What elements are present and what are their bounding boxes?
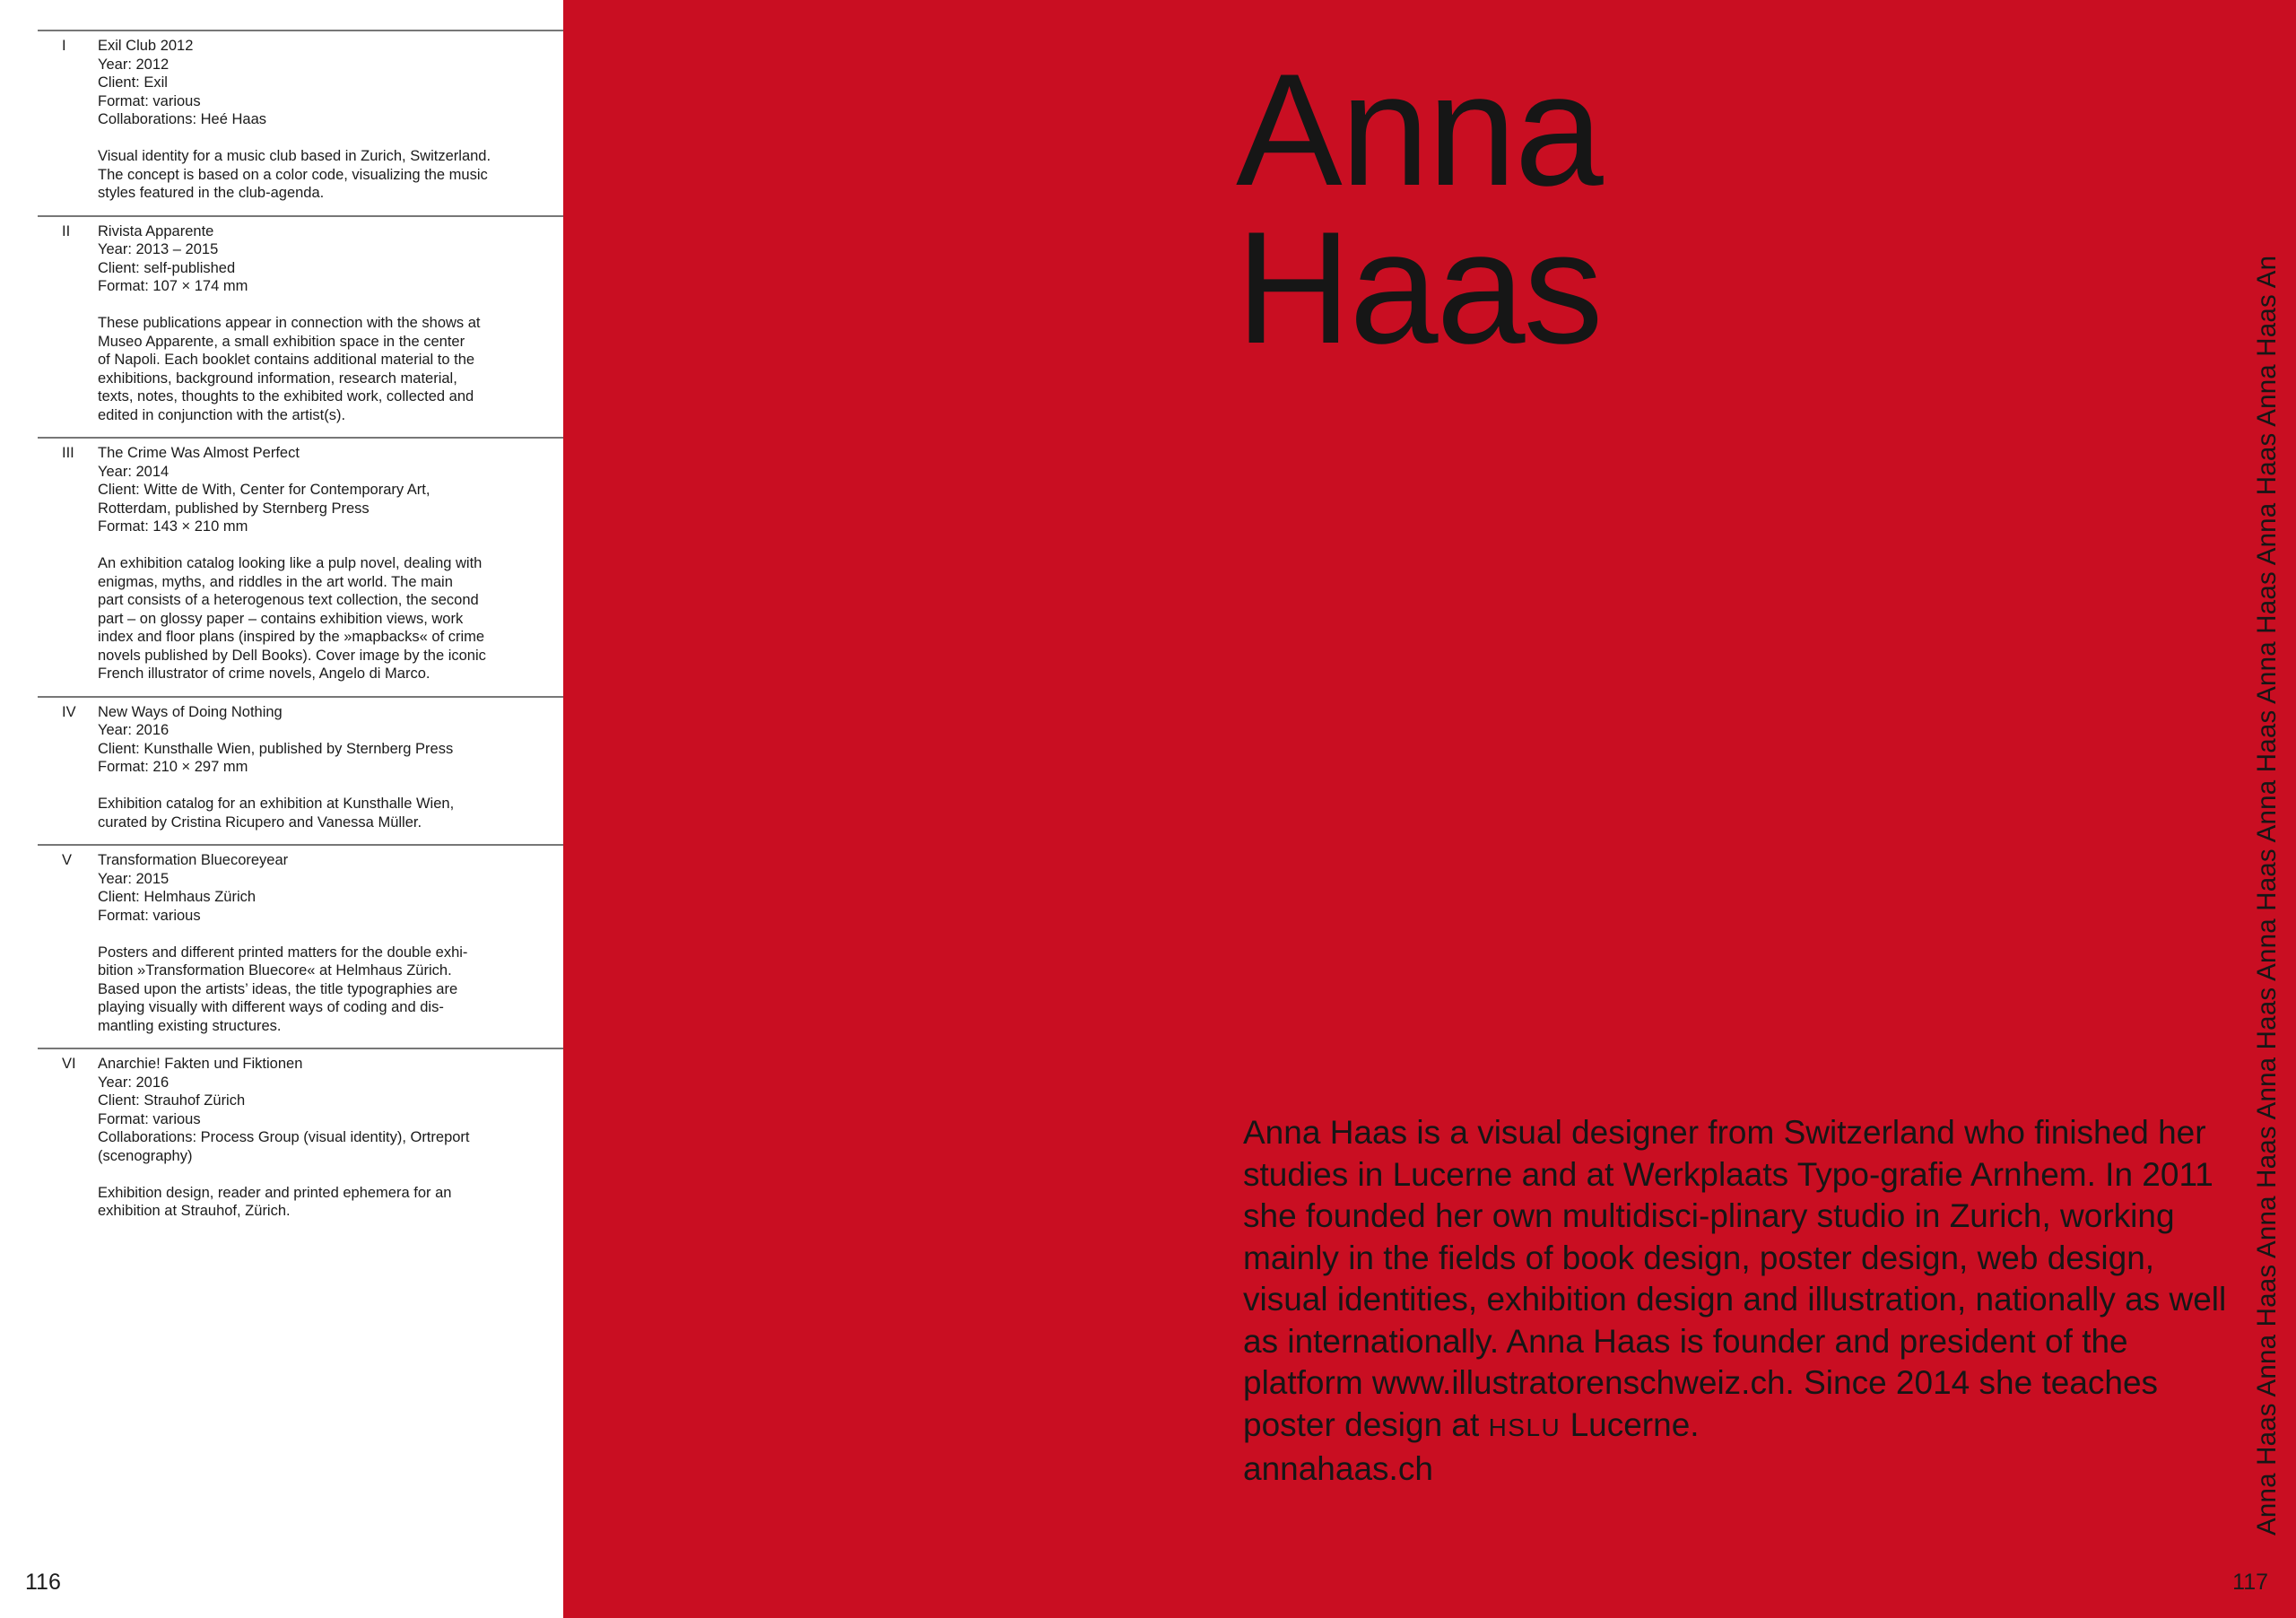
entry-numeral: VI	[62, 1056, 76, 1072]
page-number-right: 117	[2232, 1570, 2268, 1595]
left-page	[0, 0, 563, 1618]
project-entry-4	[38, 696, 563, 845]
entry-description: Visual identity for a music club based in Zurich, Switzerland. The concept is based on a color code, visualizing the music styles featured in the club-agenda.	[98, 148, 491, 201]
entry-details: Rivista Apparente Year: 2013 – 2015 Client: self-published Format: 107 × 174 mm	[98, 222, 248, 294]
vertical-name-band	[2248, 0, 2287, 1535]
entry-details: Exil Club 2012 Year: 2012 Client: Exil Format: various Collaborations: Heé Haas	[98, 38, 267, 127]
bio-text: Anna Haas is a visual designer from Switzerland who finished her studies in Lucerne and at Werkplaats Typo-grafie Arnhem. In 2011 she founded her own multidisci-plinary studio in Zurich, working mainly in the fields of book design, poster design, web design, visual identities, exhibition design and illustration, nationally as well as internationally. Anna Haas is founder and president of the platform www.illustratorenschweiz.ch. Since 2014 she teaches poster design at	[1243, 1114, 2227, 1443]
entry-details: New Ways of Doing Nothing Year: 2016 Client: Kunsthalle Wien, published by Sternberg Press Format: 210 × 297 mm	[98, 703, 454, 775]
project-entry-2	[38, 215, 563, 438]
vertical-name-text: Anna Haas Anna Haas Anna Haas Anna Haas Anna Haas Anna Haas Anna Haas Anna Haas Anna Haas An	[2252, 255, 2282, 1535]
entry-description: Posters and different printed matters for the double exhi- bition »Transformation Bluecore« at Helmhaus Zürich. Based upon the artists’ ideas, the title typographies are playing visually with different ways of coding and dis- mantling existing structures.	[98, 944, 468, 1034]
title-line-first: Anna	[1236, 40, 1602, 219]
project-entry-1	[38, 30, 563, 215]
title-line-last: Haas	[1236, 198, 1602, 377]
project-entry-5	[38, 844, 563, 1048]
entry-details: Transformation Bluecoreyear Year: 2015 Client: Helmhaus Zürich Format: various	[98, 852, 289, 924]
entry-numeral: IV	[62, 703, 76, 720]
project-list	[38, 30, 563, 1233]
bio-website: annahaas.ch	[1243, 1450, 1433, 1487]
bio-school-abbr: HSLU	[1488, 1413, 1561, 1441]
entry-numeral: II	[62, 222, 71, 239]
entry-details: The Crime Was Almost Perfect Year: 2014 Client: Witte de With, Center for Contemporary Art, Rotterdam, published by Sternberg Press Format: 143 × 210 mm	[98, 445, 430, 535]
designer-name-title	[1236, 40, 1602, 377]
entry-description: These publications appear in connection with the shows at Museo Apparente, a small exhibition space in the center of Napoli. Each booklet contains additional material to the exhibitions, background information, research material, texts, notes, thoughts to the exhibited work, collected and edited in conjunction with the artist(s).	[98, 315, 481, 423]
entry-description: Exhibition design, reader and printed ephemera for an exhibition at Strauhof, Zürich.	[98, 1184, 452, 1219]
entry-description: Exhibition catalog for an exhibition at Kunsthalle Wien, curated by Cristina Ricupero and Vanessa Müller.	[98, 796, 455, 831]
entry-numeral: III	[62, 445, 74, 461]
entry-description: An exhibition catalog looking like a pulp novel, dealing with enigmas, myths, and riddles in the art world. The main part consists of a heterogenous text collection, the second part – on glossy paper – contains exhibition views, work index and floor plans (inspired by the »mapbacks« of crime novels published by Dell Books). Cover image by the iconic French illustrator of crime novels, Angelo di Marco.	[98, 555, 486, 682]
entry-details: Anarchie! Fakten und Fiktionen Year: 2016 Client: Strauhof Zürich Format: various Collaborations: Process Group (visual identity), Ortreport (scenography)	[98, 1056, 470, 1164]
project-entry-3	[38, 437, 563, 696]
page-number-left: 116	[25, 1570, 61, 1595]
designer-bio	[1243, 1112, 2234, 1491]
project-entry-6	[38, 1048, 563, 1233]
entry-numeral: I	[62, 38, 66, 54]
bio-text-end: Lucerne.	[1570, 1405, 1700, 1443]
entry-numeral: V	[62, 852, 73, 868]
